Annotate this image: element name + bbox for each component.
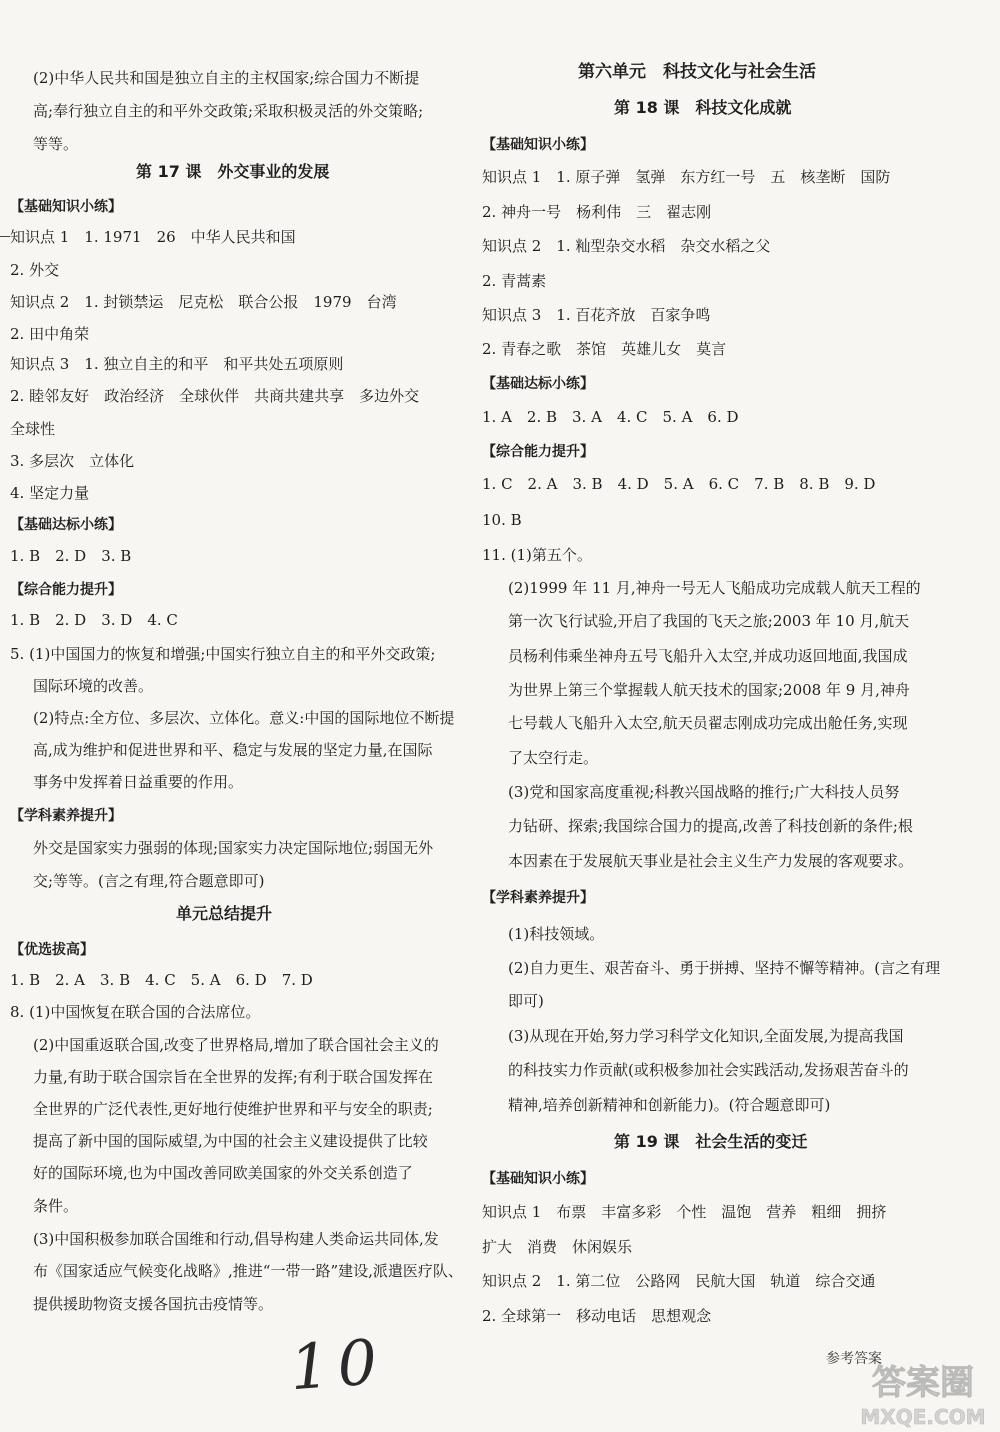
text-line: 力钻研、探索;我国综合国力的提高,改善了科技创新的条件;根 (508, 817, 913, 835)
section-heading: 【基础达标小练】 (482, 376, 594, 392)
text-line: 条件。 (33, 1197, 79, 1215)
text-line: 第一次飞行试验,开启了我国的飞天之旅;2003 年 10 月,航天 (508, 612, 910, 630)
scan-artifact (0, 236, 10, 237)
text-line: 1. A 2. B 3. A 4. C 5. A 6. D (482, 408, 739, 426)
text-line: 2. 青春之歌 茶馆 英雄儿女 莫言 (482, 340, 727, 358)
section-heading: 【学科素养提升】 (482, 890, 594, 906)
text-line: 2. 青蒿素 (482, 272, 547, 290)
text-line: 1. C 2. A 3. B 4. D 5. A 6. C 7. B 8. B 9. D (482, 475, 876, 493)
handwritten-page-number: 10 (287, 1324, 388, 1405)
text-line: 提高了新中国的国际威望,为中国的社会主义建设提供了比较 (33, 1132, 428, 1150)
text-line: 2. 外交 (10, 261, 60, 279)
text-line: 8. (1)中国恢复在联合国的合法席位。 (10, 1003, 261, 1021)
text-line: 2. 田中角荣 (10, 325, 90, 343)
section-heading: 【优选拔高】 (10, 942, 94, 958)
unit-6-title: 第六单元 科技文化与社会生活 (578, 62, 816, 82)
watermark-logo (848, 1352, 998, 1430)
text-line: (2)自力更生、艰苦奋斗、勇于拼搏、坚持不懈等精神。(言之有理 (508, 959, 941, 977)
watermark-top-text: 答案圈 (872, 1363, 974, 1403)
section-heading: 【学科素养提升】 (10, 808, 122, 824)
text-line: (3)党和国家高度重视;科教兴国战略的推行;广大科技人员努 (508, 783, 900, 801)
text-line: 1. B 2. A 3. B 4. C 5. A 6. D 7. D (10, 971, 313, 989)
text-line: 知识点 3 1. 独立自主的和平 和平共处五项原则 (10, 355, 344, 373)
text-line: (2)1999 年 11 月,神舟一号无人飞船成功完成载人航天工程的 (508, 579, 921, 597)
text-line: 等等。 (33, 135, 79, 153)
text-line: 为世界上第三个掌握载人航天技术的国家;2008 年 9 月,神舟 (508, 681, 910, 699)
lesson-18-title: 第 18 课 科技文化成就 (614, 98, 792, 117)
text-line: 知识点 1 布票 丰富多彩 个性 温饱 营养 粗细 拥挤 (482, 1203, 887, 1221)
text-line: (2)中国重返联合国,改变了世界格局,增加了联合国社会主义的 (33, 1036, 439, 1054)
text-line: (3)中国积极参加联合国维和行动,倡导构建人类命运共同体,发 (33, 1230, 439, 1248)
watermark-bottom-text: MXQE.COM (860, 1405, 986, 1429)
footer-label: 参考答案 (826, 1351, 882, 1367)
text-line: 知识点 1 1. 原子弹 氢弹 东方红一号 五 核垄断 国防 (482, 168, 891, 186)
text-line: 力量,有助于联合国宗旨在全世界的发挥;有利于联合国发挥在 (33, 1068, 433, 1086)
text-line: (2)特点:全方位、多层次、立体化。意义:中国的国际地位不断提 (33, 709, 455, 727)
text-line: 2. 全球第一 移动电话 思想观念 (482, 1307, 712, 1325)
text-line: 全世界的广泛代表性,更好地行使维护世界和平与安全的职责; (33, 1100, 433, 1118)
text-line: 高;奉行独立自主的和平外交政策;采取积极灵活的外交策略; (33, 102, 424, 120)
text-line: 本因素在于发展航天事业是社会主义生产力发展的客观要求。 (508, 852, 914, 870)
text-line: 知识点 2 1. 籼型杂交水稻 杂交水稻之父 (482, 237, 771, 255)
text-line: 扩大 消费 休闲娱乐 (482, 1238, 633, 1256)
text-line: 员杨利伟乘坐神舟五号飞船升入太空,并成功返回地面,我国成 (508, 647, 908, 665)
text-line: 即可) (508, 992, 544, 1010)
text-line: 全球性 (10, 420, 56, 438)
text-line: 2. 睦邻友好 政治经济 全球伙伴 共商共建共享 多边外交 (10, 387, 420, 405)
text-line: 2. 神舟一号 杨利伟 三 翟志刚 (482, 203, 712, 221)
text-line: 交;等等。(言之有理,符合题意即可) (33, 872, 265, 890)
text-line: 了太空行走。 (508, 749, 599, 767)
section-heading: 【综合能力提升】 (10, 582, 122, 598)
text-line: 高,成为维护和促进世界和平、稳定与发展的坚定力量,在国际 (33, 741, 433, 759)
text-line: 3. 多层次 立体化 (10, 452, 135, 470)
text-line: 提供援助物资支援各国抗击疫情等。 (33, 1295, 274, 1313)
text-line: 知识点 2 1. 封锁禁运 尼克松 联合公报 1979 台湾 (10, 293, 397, 311)
text-line: 5. (1)中国国力的恢复和增强;中国实行独立自主的和平外交政策; (10, 645, 436, 663)
text-line: 布《国家适应气候变化战略》,推进“一带一路”建设,派遣医疗队、 (33, 1262, 463, 1280)
text-line: 11. (1)第五个。 (482, 546, 592, 564)
text-line: 知识点 1 1. 1971 26 中华人民共和国 (10, 228, 296, 246)
lesson-17-title: 第 17 课 外交事业的发展 (136, 162, 330, 181)
unit-summary-title: 单元总结提升 (176, 904, 273, 923)
text-line: 1. B 2. D 3. B (10, 547, 132, 565)
text-line: 外交是国家实力强弱的体现;国家实力决定国际地位;弱国无外 (33, 839, 434, 857)
text-line: (2)中华人民共和国是独立自主的主权国家;综合国力不断提 (33, 69, 420, 87)
section-heading: 【基础达标小练】 (10, 517, 122, 533)
text-line: 七号载人飞船升入太空,航天员翟志刚成功完成出舱任务,实现 (508, 714, 908, 732)
section-heading: 【基础知识小练】 (10, 199, 122, 215)
text-line: 1. B 2. D 3. D 4. C (10, 611, 178, 629)
text-line: 10. B (482, 511, 522, 529)
text-line: 国际环境的改善。 (33, 677, 154, 695)
text-line: 的科技实力作贡献(或积极参加社会实践活动,发扬艰苦奋斗的 (508, 1061, 909, 1079)
text-line: 好的国际环境,也为中国改善同欧美国家的外交关系创造了 (33, 1164, 413, 1182)
section-heading: 【基础知识小练】 (482, 137, 594, 153)
text-line: 4. 坚定力量 (10, 484, 90, 502)
lesson-19-title: 第 19 课 社会生活的变迁 (614, 1132, 808, 1151)
text-line: 知识点 3 1. 百花齐放 百家争鸣 (482, 306, 711, 324)
text-line: (1)科技领域。 (508, 925, 605, 943)
text-line: 知识点 2 1. 第二位 公路网 民航大国 轨道 综合交通 (482, 1272, 876, 1290)
text-line: (3)从现在开始,努力学习科学文化知识,全面发展,为提高我国 (508, 1027, 904, 1045)
text-line: 精神,培养创新精神和创新能力)。(符合题意即可) (508, 1096, 831, 1114)
text-line: 事务中发挥着日益重要的作用。 (33, 773, 244, 791)
section-heading: 【基础知识小练】 (482, 1171, 594, 1187)
section-heading: 【综合能力提升】 (482, 444, 594, 460)
